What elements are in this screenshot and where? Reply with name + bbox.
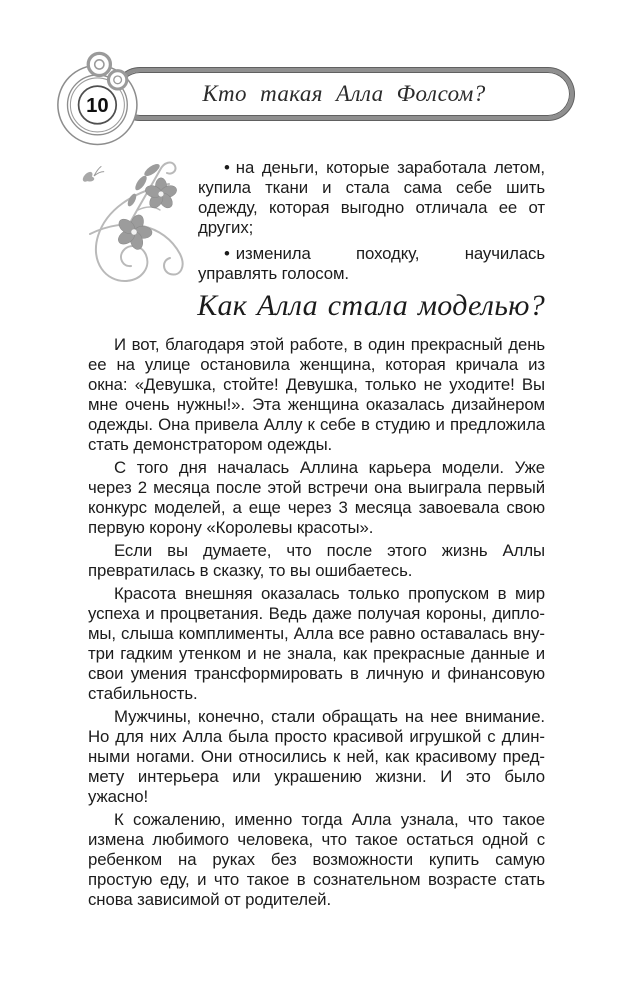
paragraph: С того дня началась Аллина карьера модели. Уже через 2 месяца после этой встречи она выиграла первый конкурс моделей, а еще через 3 месяца завоевала свою первую корону «Королевы красоты».: [88, 458, 545, 537]
list-item: [198, 158, 545, 238]
paragraph: И вот, благодаря этой работе, в один прекрасный день ее на улице остановила женщина, которая кричала из окна: «Девушка, стойте! Девушка, только не уходите! Вы мне очень нужны!». Эта женщина оказалась дизайнером одежды. Она привела Аллу к себе в студию и предложила стать демонстратором одежды.: [88, 335, 545, 454]
bullet-marker: •: [224, 158, 230, 177]
text-column: [88, 158, 545, 913]
bullet-list: [198, 158, 545, 284]
section-heading: Как Алла стала моделью?: [197, 289, 545, 322]
floral-ornament-icon: [68, 148, 200, 290]
butterfly-icon: [79, 166, 106, 185]
bullet-marker: •: [224, 244, 230, 263]
chapter-banner: [114, 68, 574, 120]
bullet-text: на деньги, которые заработала летом, купила ткани и стала сама себе шить одежду, которая выгодно отличала ее от других;: [198, 158, 545, 237]
intro-section: [88, 158, 545, 284]
bullet-text: изменила походку, научилась управлять голосом.: [198, 244, 545, 283]
page-number-badge-icon: [54, 49, 162, 157]
page-number: 10: [86, 95, 109, 118]
paragraph: Если вы думаете, что после этого жизнь Аллы превратилась в сказку, то вы ошибаетесь.: [88, 541, 545, 580]
paragraph: К сожалению, именно тогда Алла узнала, что такое измена любимого человека, что такое остаться одной с ребенком на руках без возможности купить самую простую еду, и что такое в сознательном возрасте стать снова зависимой от родителей.: [88, 810, 545, 909]
paragraph: Мужчины, конечно, стали обращать на нее внимание. Но для них Алла была просто красивой игрушкой с длинными ногами. Они относились к ней, как красивому предмету интерьера или украшению жизни. И это было ужасно!: [88, 707, 545, 806]
paragraph: Красота внешняя оказалась только пропуском в мир успеха и процветания. Ведь даже получая короны, дипломы, слыша комплименты, Алла все равно оставалась внутри гадким утенком и не знала, как прекрасные данные и свои умения трансформировать в личную и финансовую стабильность.: [88, 584, 545, 703]
list-item: [198, 244, 545, 284]
chapter-title: Кто такая Алла Фолсом?: [202, 81, 486, 106]
